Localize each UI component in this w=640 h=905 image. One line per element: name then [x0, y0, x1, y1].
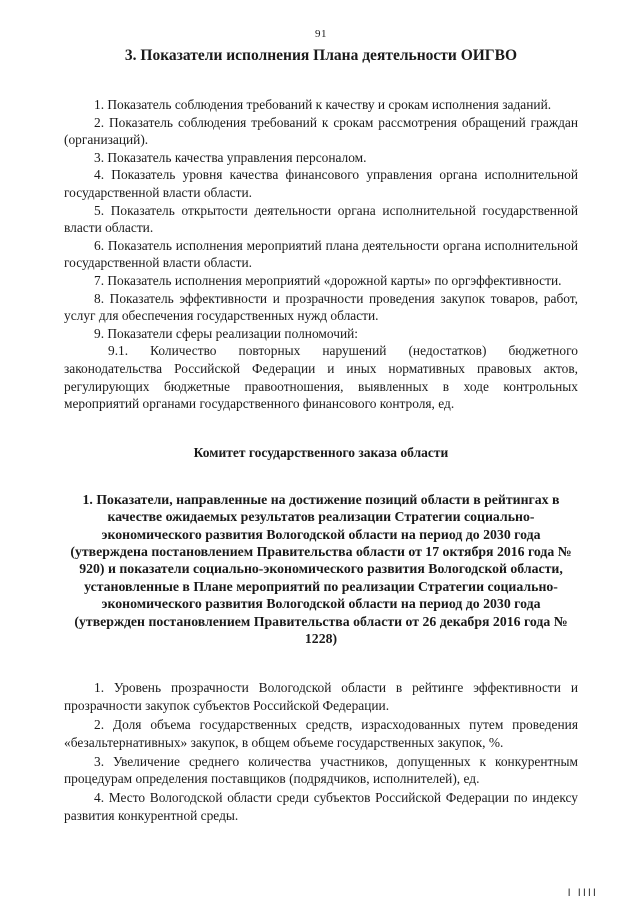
list-item: 9. Показатели сферы реализации полномочий: [94, 325, 359, 341]
list-item: 4. Показатель уровня качества финансового управления органа исполнительной государственной власти области. [64, 167, 578, 200]
list-item: 6. Показатель исполнения мероприятий плана деятельности органа исполнительной государственной власти области. [64, 237, 578, 271]
committee-indicator-list [64, 679, 578, 824]
list-item: 8. Показатель эффективности и прозрачности проведения закупок товаров, работ, услуг для обеспечения государственных нужд области. [64, 290, 578, 324]
list-item: 3. Показатель качества управления персоналом. [94, 149, 367, 165]
list-item: 3. Увеличение среднего количества участников, допущенных к конкурентным процедурам определения поставщиков (подрядчиков, исполнителей), ед. [64, 753, 578, 787]
list-item: 4. Место Вологодской области среди субъектов Российской Федерации по индексу развития конкурентной среды. [64, 790, 578, 823]
list-item: 5. Показатель открытости деятельности органа исполнительной государственной власти области. [64, 202, 578, 236]
list-item: 1. Показатель соблюдения требований к качеству и срокам исполнения заданий. [94, 97, 552, 112]
section-title: 3. Показатели исполнения Плана деятельности ОИГВО [124, 47, 518, 64]
subsection-title: 1. Показатели, направленные на достижение позиций области в рейтингах в качестве ожидаемых результатов реализации Стратегии социально-экономического развития Вологодской области на период до 2030 года (утверждена постановлением Правительства области от 17 октября 2016 года № 920) и показатели социально-экономического развития Вологодской области, установленные в Плане мероприятий по реализации Стратегии социально-экономического развития Вологодской области на период до 2030 года (утвержден постановлением Правительства области от 26 декабря 2016 года № 1228) [70, 491, 572, 646]
corner-mark: I IIII [567, 887, 598, 899]
committee-title: Комитет государственного заказа области [193, 444, 449, 460]
list-item: 1. Уровень прозрачности Вологодской области в рейтинге эффективности и прозрачности закупок субъектов Российской Федерации. [64, 680, 578, 714]
indicator-list [64, 96, 578, 413]
list-item: 2. Доля объема государственных средств, израсходованных путем проведения «безальтернативных» закупок, в общем объеме государственных закупок, %. [64, 716, 578, 750]
page-number: 91 [315, 28, 327, 40]
list-item: 7. Показатель исполнения мероприятий «дорожной карты» по оргэффективности. [94, 272, 562, 288]
sub-list-item: 9.1. Количество повторных нарушений (недостатков) бюджетного законодательства Российской Федерации и иных нормативных правовых актов, регулирующих бюджетные правоотношения, выявленных в ходе контрольных мероприятий органами государственного финансового контроля, ед. [64, 343, 578, 412]
list-item: 2. Показатель соблюдения требований к срокам рассмотрения обращений граждан (организаций). [64, 114, 578, 148]
